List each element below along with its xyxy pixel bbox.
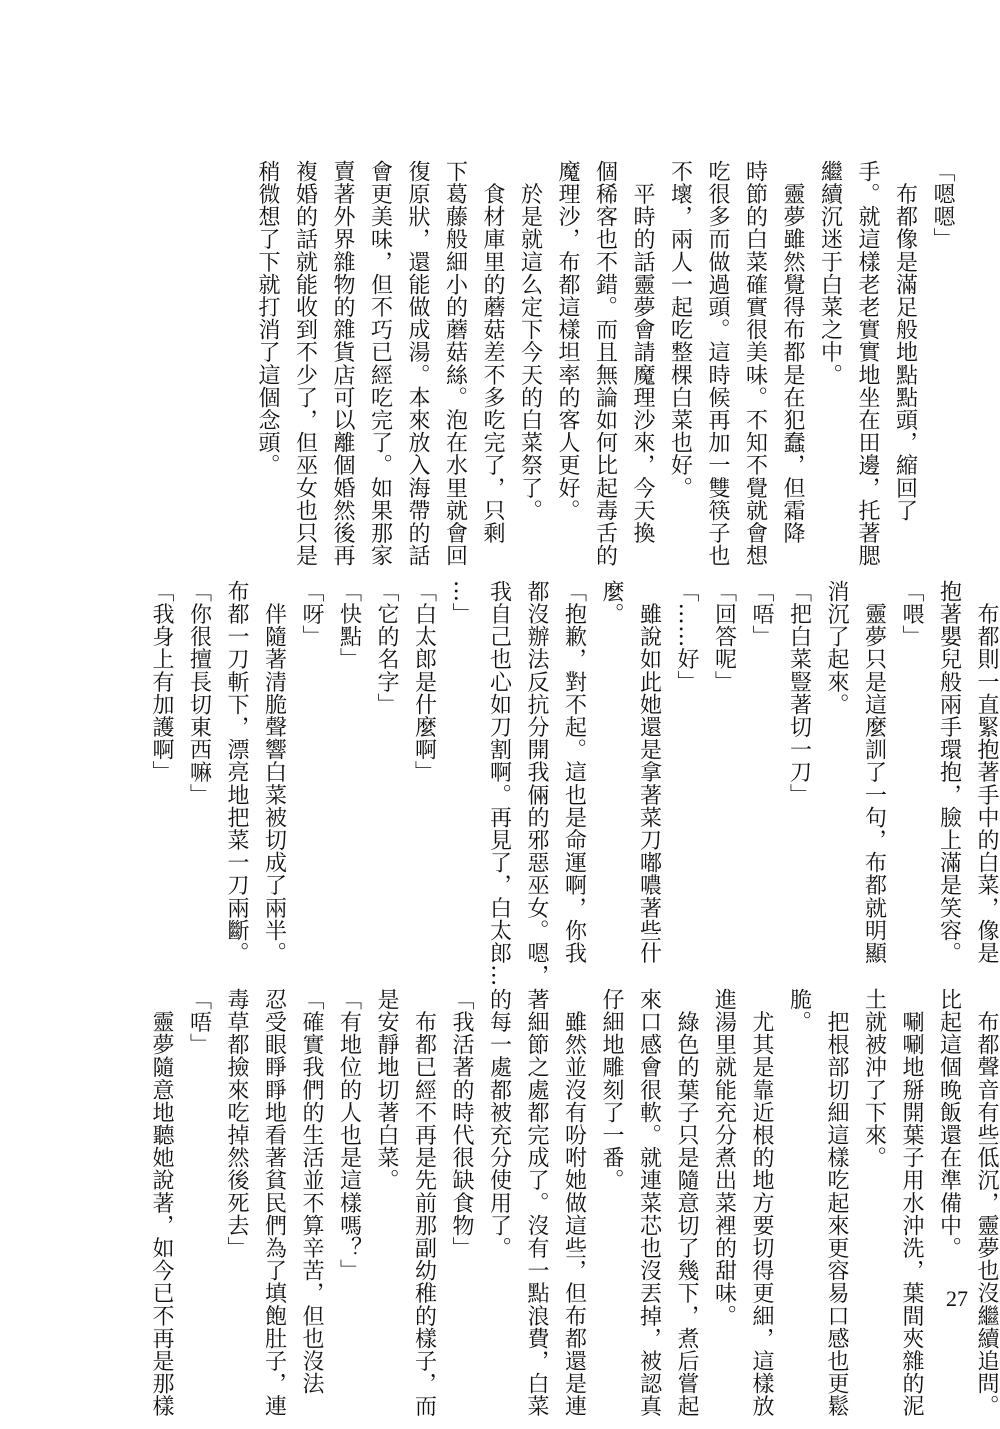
text-column: 靈夢只是這麼訓了一句，布都就明顯 (861, 580, 887, 965)
text-column: 魔理沙，布都這樣坦率的客人更好。 (555, 160, 580, 522)
text-column: 是安靜地切著白菜。 (374, 988, 399, 1192)
text-column: 下葛藤般細小的蘑菇絲。泡在水里就會回 (442, 160, 468, 567)
text-column: 「我活著的時代很缺食物」 (449, 988, 474, 1260)
text-column: 麼。 (599, 580, 624, 626)
text-column: 布都則一直緊抱著手中的白菜，像是 (974, 580, 999, 965)
text-column: 脆。 (786, 988, 812, 1034)
text-column: 布都一刀斬下，漂亮地把菜一刀兩斷。 (224, 580, 249, 965)
text-column: 著細節之處都完成了。沒有一點浪費，白菜 (524, 988, 549, 1418)
text-column: 忍受眼睜睜地看著貧民們為了填飽肚子，連 (261, 988, 287, 1418)
text-column: 布都像是滿足般地點點頭，縮回了 (892, 160, 918, 522)
text-column: 會更美味，但不巧已經吃完了。如果那家 (367, 160, 393, 567)
text-column: 「……好」 (674, 580, 699, 693)
text-column: 平時的話靈夢會請魔理沙來，今天換 (630, 160, 655, 545)
text-column: 土就被沖了下來。 (861, 988, 887, 1169)
text-column: 不壞，兩人一起吃整棵白菜也好。 (667, 160, 693, 499)
text-column: 賣著外界雜物的雜貨店可以離個婚然後再 (330, 160, 355, 567)
text-column: 於是就這么定下今天的白菜祭了。 (517, 160, 543, 522)
text-column: 稍微想了下就打消了這個念頭。 (255, 160, 280, 477)
text-column: 唰唰地掰開葉子用水沖洗，葉間夾雜的泥 (899, 988, 924, 1418)
text-column: …」 (449, 580, 474, 626)
text-column: 「它的名字」 (374, 580, 399, 716)
text-column: 手。就這樣老老實實地坐在田邊，托著腮 (855, 160, 880, 567)
text-column: 都沒辦法反抗分開我倆的邪惡巫女。嗯， (524, 580, 549, 987)
text-column: 「確實我們的生活並不算辛苦，但也沒法 (299, 988, 324, 1395)
text-column: 靈夢隨意地聽她說著，如今已不再是那樣 (149, 988, 174, 1418)
text-column: 「快點」 (336, 580, 362, 671)
text-column: 「把白菜豎著切一刀」 (786, 580, 812, 806)
text-column: 尤其是靠近根的地方要切得更細，這樣放 (749, 988, 774, 1418)
text-column: 「我身上有加護啊」 (149, 580, 174, 784)
text-column: 伴隨著清脆聲響白菜被切成了兩半。 (261, 580, 287, 965)
text-column: 復原狀，還能做成湯。本來放入海帶的話 (405, 160, 430, 567)
text-column: 布都聲音有些低沉，靈夢也沒繼續追問。 (974, 988, 999, 1418)
text-column: 「你很擅長切東西嘛」 (186, 580, 212, 806)
text-column: 雖說如此她還是拿著菜刀嘟噥著些什 (636, 580, 662, 965)
text-column: 布都已經不再是先前那副幼稚的樣子，而 (411, 988, 437, 1418)
text-column: 「有地位的人也是這樣嗎？」 (336, 988, 362, 1282)
text-column: 個稀客也不錯。而且無論如何比起毒舌的 (592, 160, 618, 567)
text-column: 的每一處都被充分使用了。 (486, 988, 512, 1260)
text-column: 「抱歉，對不起。這也是命運啊，你我 (561, 580, 587, 965)
text-column: 時節的白菜確實很美味。不知不覺就會想 (742, 160, 768, 567)
text-column: 來口感會很軟。就連菜芯也沒丟掉，被認真 (636, 988, 662, 1418)
text-column: 綠色的葉子只是隨意切了幾下，煮后嘗起 (674, 988, 699, 1418)
text-column: 「回答呢」 (711, 580, 737, 693)
text-column: 靈夢雖然覺得布都是在犯蠢，但霜降 (780, 160, 805, 545)
text-block-bottom (148, 988, 999, 1418)
text-column: 「唔」 (186, 988, 212, 1056)
text-column: 吃很多而做過頭。這時候再加一雙筷子也 (705, 160, 730, 567)
text-column: 「白太郎是什麼啊」 (411, 580, 437, 784)
text-column: 毒草都撿來吃掉然後死去」 (224, 988, 249, 1260)
text-column: 複婚的話就能收到不少了，但巫女也只是 (292, 160, 318, 567)
text-block-top (254, 160, 955, 580)
text-column: 仔細地雕刻了一番。 (599, 988, 624, 1192)
text-column: 抱著嬰兒般兩手環抱，臉上滿是笑容。 (936, 580, 962, 965)
text-block-middle (148, 580, 999, 987)
text-column: 消沉了起來。 (824, 580, 849, 716)
text-column: 「嗯嗯」 (930, 160, 955, 251)
text-column: 繼續沉迷于白菜之中。 (817, 160, 843, 386)
text-column: 「呀」 (299, 580, 324, 648)
text-column: 「唔」 (749, 580, 774, 648)
text-column: 雖然並沒有吩咐她做這些，但布都還是連 (561, 988, 587, 1418)
text-column: 把根部切細這樣吃起來更容易口感也更鬆 (824, 988, 849, 1418)
text-column: 比起這個晚飯還在準備中。 (936, 988, 962, 1260)
text-column: 我自己也心如刀割啊。再見了，白太郎… (486, 580, 512, 987)
text-column: 「喂」 (899, 580, 924, 648)
text-column: 食材庫里的蘑菇差不多吃完了，只剩 (480, 160, 505, 545)
page-number: 27 (946, 1286, 968, 1311)
text-column: 進湯里就能充分煮出菜裡的甜味。 (711, 988, 737, 1327)
